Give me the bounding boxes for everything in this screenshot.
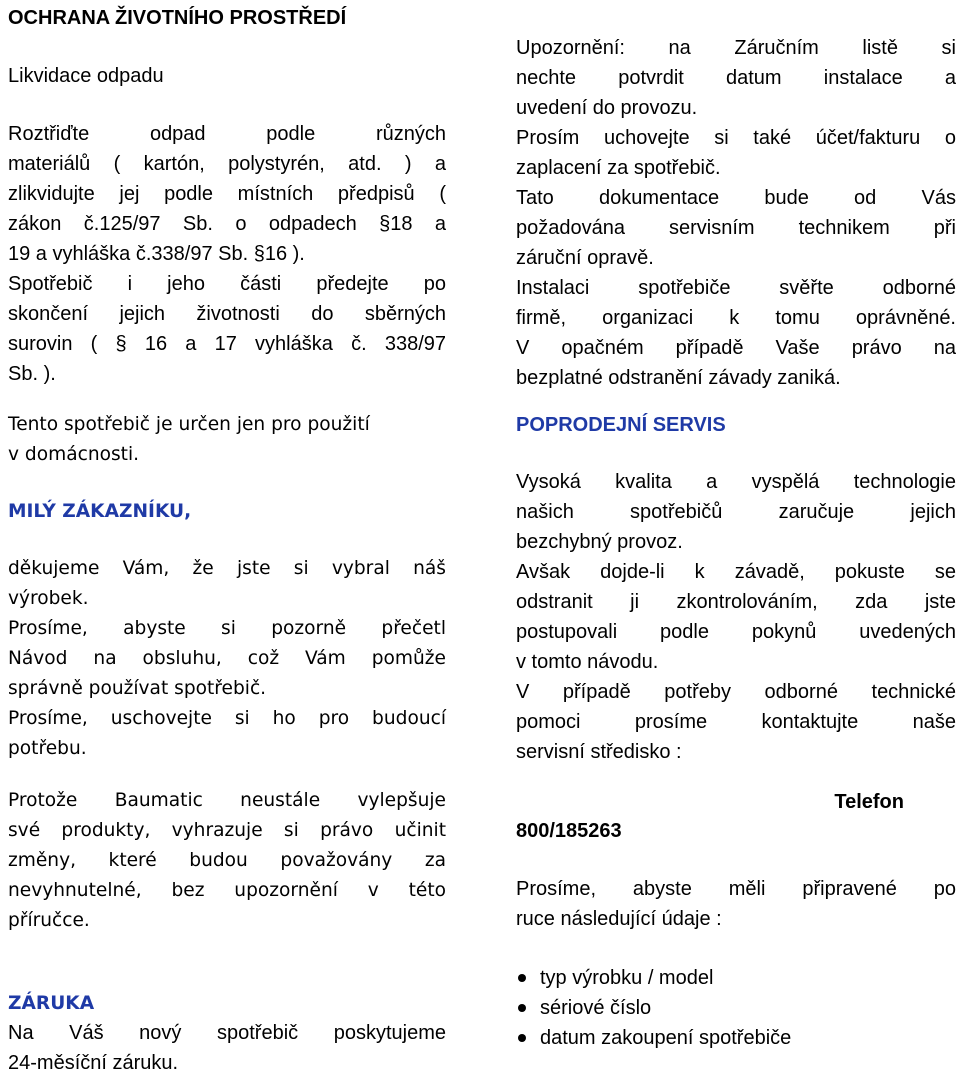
disposal-subtitle: Likvidace odpadu	[8, 65, 164, 87]
disposal-line: Spotřebič i jeho části předejte po	[8, 273, 446, 295]
warranty-heading: ZÁRUKA	[8, 993, 95, 1014]
warranty-line: 24-měsíční záruku.	[8, 1052, 179, 1074]
thanks-line: potřebu.	[8, 738, 87, 759]
service-line: našich spotřebičů zaručuje jejich	[516, 501, 956, 523]
baumatic-line: příručce.	[8, 910, 90, 931]
notice-paragraph	[516, 33, 956, 393]
service-line: postupovali podle pokynů uvedených	[516, 621, 956, 643]
disposal-line: Sb. ).	[8, 363, 56, 385]
thanks-line: výrobek.	[8, 588, 89, 609]
list-item: typ výrobku / model	[516, 963, 956, 993]
household-line: v domácnosti.	[8, 444, 140, 465]
warranty-paragraph	[8, 1018, 446, 1078]
bullet-icon	[518, 974, 526, 982]
disposal-paragraph	[8, 119, 446, 389]
warranty-line: Na Váš nový spotřebič poskytujeme	[8, 1022, 446, 1044]
service-paragraph	[516, 467, 956, 767]
list-item: datum zakoupení spotřebiče	[516, 1023, 956, 1053]
service-line: v tomto návodu.	[516, 651, 659, 673]
list-item: sériové číslo	[516, 993, 956, 1023]
disposal-line: zlikvidujte jej podle místních předpisů (	[8, 183, 446, 205]
phone-number: 800/185263	[516, 820, 622, 842]
disposal-line: Roztřiďte odpad podle různých	[8, 123, 446, 145]
prepare-line: Prosíme, abyste měli připravené po	[516, 878, 956, 900]
thanks-line: Prosíme, abyste si pozorně přečetl	[8, 618, 446, 639]
baumatic-line: své produkty, vyhrazuje si právo učinit	[8, 820, 446, 841]
service-heading: POPRODEJNÍ SERVIS	[516, 414, 726, 436]
disposal-line: skončení jejich životnosti do sběrných	[8, 303, 446, 325]
baumatic-line: Protože Baumatic neustále vylepšuje	[8, 790, 446, 811]
notice-line: požadována servisním technikem při	[516, 217, 956, 239]
thanks-line: děkujeme Vám, že jste si vybral náš	[8, 558, 446, 579]
service-line: Avšak dojde-li k závadě, pokuste se	[516, 561, 956, 583]
page-title: OCHRANA ŽIVOTNÍHO PROSTŘEDÍ	[8, 7, 347, 29]
household-paragraph	[8, 410, 446, 470]
notice-line: Tato dokumentace bude od Vás	[516, 187, 956, 209]
notice-line: Prosím uchovejte si také účet/fakturu o	[516, 127, 956, 149]
notice-line: Instalaci spotřebiče svěřte odborné	[516, 277, 956, 299]
disposal-line: 19 a vyhláška č.338/97 Sb. §16 ).	[8, 243, 305, 265]
notice-line: nechte potvrdit datum instalace a	[516, 67, 956, 89]
thanks-paragraph	[8, 554, 446, 764]
disposal-line: materiálů ( kartón, polystyrén, atd. ) a	[8, 153, 446, 175]
baumatic-paragraph	[8, 786, 446, 936]
disposal-line: surovin ( § 16 a 17 vyhláška č. 338/97	[8, 333, 446, 355]
notice-line: záruční opravě.	[516, 247, 654, 269]
notice-line: zaplacení za spotřebič.	[516, 157, 721, 179]
thanks-line: Prosíme, uschovejte si ho pro budoucí	[8, 708, 446, 729]
bullet-icon	[518, 1034, 526, 1042]
thanks-line: Návod na obsluhu, což Vám pomůže	[8, 648, 446, 669]
dear-customer-heading: MILÝ ZÁKAZNÍKU,	[8, 501, 192, 522]
notice-line: firmě, organizaci k tomu oprávněné.	[516, 307, 956, 329]
thanks-line: správně používat spotřebič.	[8, 678, 267, 699]
service-line: V případě potřeby odborné technické	[516, 681, 956, 703]
prepare-paragraph	[516, 874, 956, 934]
service-line: bezchybný provoz.	[516, 531, 683, 553]
notice-line: Upozornění: na Záručním listě si	[516, 37, 956, 59]
bullet-icon	[518, 1004, 526, 1012]
service-line: Vysoká kvalita a vyspělá technologie	[516, 471, 956, 493]
service-line: odstranit ji zkontrolováním, zda jste	[516, 591, 956, 613]
baumatic-line: změny, které budou považovány za	[8, 850, 446, 871]
disposal-line: zákon č.125/97 Sb. o odpadech §18 a	[8, 213, 446, 235]
notice-line: uvedení do provozu.	[516, 97, 698, 119]
service-line: pomoci prosíme kontaktujte naše	[516, 711, 956, 733]
notice-line: bezplatné odstranění závady zaniká.	[516, 367, 841, 389]
phone-label: Telefon	[834, 791, 904, 813]
service-line: servisní středisko :	[516, 741, 682, 763]
prepare-line: ruce následující údaje :	[516, 908, 722, 930]
household-line: Tento spotřebič je určen jen pro použití	[8, 414, 370, 435]
baumatic-line: nevyhnutelné, bez upozornění v této	[8, 880, 446, 901]
required-info-list	[516, 963, 956, 1053]
notice-line: V opačném případě Vaše právo na	[516, 337, 956, 359]
